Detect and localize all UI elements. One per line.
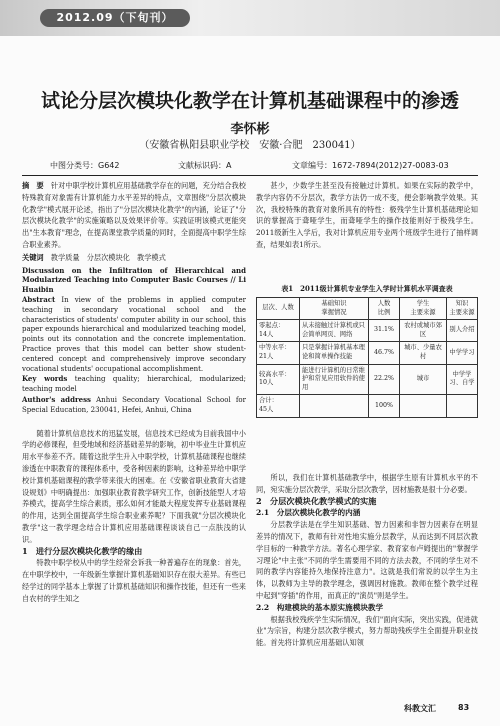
table-cell [300, 395, 369, 417]
table-row [257, 364, 478, 395]
survey-table [256, 297, 478, 418]
right-column-bottom [256, 472, 478, 649]
author-address: Anhui Secondary Vocational School for Special Education, 230041, Hefei, Anhui, China [22, 395, 246, 414]
table-header-row [257, 298, 478, 320]
right-column-top [256, 180, 478, 251]
table-cell: 22.2% [369, 364, 400, 395]
table-cell: 城市 [400, 364, 447, 395]
table-cell: 中学学习、自学 [447, 364, 478, 395]
table-cell: 100% [369, 395, 400, 417]
english-keywords-label: Key words [22, 374, 68, 384]
table-cell: 合计： 45人 [257, 395, 300, 417]
conclusion-paragraph: 所以，我们在计算机基础教学中，根据学生原有计算机水平的不同，宛实施分层次教学，采取分层次教学，因材施教是很十分必要。 [256, 473, 478, 494]
document-code: 文献标识码：A [178, 161, 232, 170]
english-title: Discussion on the Infiltration of Hierarchical and Modularized Teaching into Computer Basic Courses // Li Huaibin [22, 265, 246, 295]
issue-label: 2012.09（下旬刊） [40, 9, 190, 27]
english-abstract-label: Abstract [22, 294, 56, 304]
table-cell: 31.1% [369, 320, 400, 342]
english-keywords: teaching quality; hierarchical, modularized; teaching model [22, 375, 246, 394]
article-title: 试论分层次模块化教学在计算机基础课程中的渗透 [40, 90, 459, 112]
table-header-cell: 层次、人数 [257, 298, 300, 320]
table-cell: 零起点： 14人 [257, 320, 300, 342]
issue-banner [0, 0, 500, 36]
survey-paragraph: 甚少，少数学生甚至没有接触过计算机。如果在实际的教学中，教学内容仍不分层次，教学方法仍一成不变，便会影响教学效果。其次，我校特殊的教育对象所具有的特性：极残学生计算机基础理论知识的掌握高于聋哑学生，而聋哑学生的操作技能则好于极残学生。2011级新生入学后，我对计算机应用专业两个班级学生进行了抽样调查，结果如表1所示。 [256, 181, 478, 249]
table-row [257, 395, 478, 417]
table-cell: 别人介绍 [447, 320, 478, 342]
author-name: 李怀彬 [230, 122, 270, 137]
subsection-2-1-paragraph: 分层教学法是在学生知识基础、智力因素和非智力因素存在明显差异的情况下，教师有针对性地实施分层教学，从而达到不同层次教学目标的一种教学方法。著名心理学家、教育家布卢姆提出的"掌握学习理论"中主张"不同的学生需要用不同的方法去教，不同的学生对不同的教学内容能持久地保持注意力"。这就是我们常说的以学生为主体，以教师为主导的教学理念，强调因材施教。教师在整个教学过程中起到"穿插"的作用，而真正的"演员"则是学生。 [256, 520, 478, 600]
subsection-2-2-paragraph: 根据我校残疾学生实际情况，我们"面向实际，突出实践，促进就业"为宗旨，构建分层次教学模式，努力帮助残疾学生全面提升职业技能。首先将计算机应用基础认知领 [256, 614, 478, 648]
table-cell: 较高水平： 10人 [257, 364, 300, 395]
table-header-cell: 学生 主要来源 [400, 298, 447, 320]
table-cell: 中学学习 [447, 342, 478, 364]
table-row [257, 342, 478, 364]
table-cell: 农村或城市郊区 [400, 320, 447, 342]
keywords-text: 教学质量 分层次模块化 教学模式 [50, 252, 166, 262]
subsection-2-1-heading: 2.1 分层次模块化教学的内涵 [256, 508, 361, 518]
table-cell: 能进行计算机的日常维护和常见应用软件的使用 [300, 364, 369, 395]
article-number: 文章编号：1672-7894(2012)27-0083-03 [292, 161, 449, 170]
author-address-label: Author's address [22, 394, 91, 404]
table-header-cell: 人数 比例 [369, 298, 400, 320]
keywords-label: 关键词 [22, 252, 44, 262]
table-row [257, 320, 478, 342]
author-affiliation: （安徽省枞阳县职业学校 安徽·合肥 230041） [139, 140, 361, 151]
abstract-text: 针对中职学校计算机应用基础教学存在的问题，充分结合我校特殊教育对象需有计算机能力水平差异的特点，文章围绕"分层次模块化教学"模式展开论述，指出了"分层次模块化教学"的内涵，论证了"分层次模块化教学"的实施策略以及效果评价等。实践证明该模式更能突出"生本教育"理念，在提高课堂教学质量的同时，全面提高中职学生综合职业素养。 [22, 181, 246, 249]
table-cell: 46.7% [369, 342, 400, 364]
table-cell: 城市、少量农村 [400, 342, 447, 364]
table-header-cell: 知识 主要来源 [447, 298, 478, 320]
header-rule [22, 175, 478, 176]
table-caption: 表1 2011级计算机专业学生入学时计算机水平调查表 [281, 284, 453, 293]
table-cell: 只是掌握计算机基本理论和简单操作技能 [300, 342, 369, 364]
subsection-2-2-heading: 2.2 构建模块的基本原实施模块教学 [256, 602, 384, 612]
journal-brand: 科教文汇 [404, 704, 436, 713]
english-abstract: In view of the problems in applied computer teaching in secondary vocational school and the characteristics of students' computer ability in our school, this paper expounds hierarchical and modularized teaching model, points out its connotation and the concrete implementation. Practice proves that this model can better show student-centered concept and comprehensively improve secondary vocational students' occupational accomplishment. [22, 295, 246, 373]
intro-paragraph: 随着计算机信息技术的迅猛发展，信息技术已经成为目前我国中小学的必修课程，但受地域和经济基础差异的影响，初中毕业生计算机应用水平参差不齐。随着这批学生升入中职学校，计算机基础课程也继续渗透在中职教育的课程体系中，受各种因素的影响，这种差异给中职学校计算机基础课程的教学带来很大的困难。在《安徽省职业教育大省建设规划》中明确提出：加强职业教育教学研究工作，创新技能型人才培养模式，提高学生综合素质，那么如何才能最大程度发挥专业基础课程的作用，达到全面提高学生综合职业素养呢？下面我就"分层次模块化教学"这一教学理念结合计算机应用基础课程谈谈自己一点肤浅的认识。 [22, 428, 246, 544]
section-1-paragraph: 特教中职学校从中的学生经常会诉我一种普遍存在的现象：首先，在中职学校中，一年级新生掌握计算机基础知识存在很大差异。有些已经学过的同学基本上掌握了计算机基础知识和操作技能，但还有一些来自农村的学生知之 [22, 558, 246, 603]
left-column [22, 180, 246, 604]
section-2-heading: 2 分层次模块化教学模式的实施 [256, 495, 377, 506]
table-cell: 中等水平： 21人 [257, 342, 300, 364]
table-cell [447, 395, 478, 417]
page-number: 83 [458, 703, 470, 712]
table-header-cell: 基础知识 掌握情况 [300, 298, 369, 320]
abstract-label: 摘 要 [22, 181, 44, 190]
table-cell [400, 395, 447, 417]
table-cell: 从未接触过计算机或只会简单网页、网络 [300, 320, 369, 342]
clc-number: 中图分类号：G642 [50, 161, 120, 170]
section-1-heading: 1 进行分层次模块化教学的缘由 [22, 545, 143, 556]
